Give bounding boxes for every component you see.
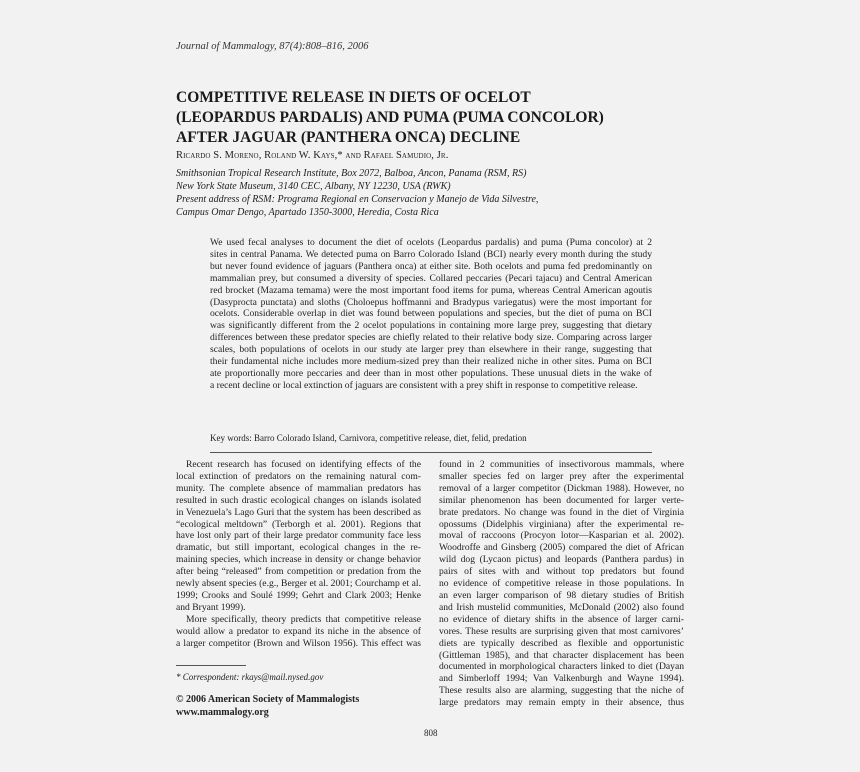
body-line: resulted in such drastic ecological changes on islands isolated [176, 494, 421, 506]
abstract-line: red brocket (Mazama temama) were the most important food items for puma, whereas Central American agoutis [210, 284, 652, 296]
abstract [210, 237, 652, 392]
article-title [176, 88, 696, 148]
body-line: have lost only part of their large predator community face less [176, 530, 421, 542]
body-line: munity. The complete absence of mammalian predators has [176, 482, 421, 494]
affiliation-line: Campus Omar Dengo, Apartado 1350-3000, Heredia, Costa Rica [176, 207, 439, 218]
abstract-line: ate proportionally more peccaries and deer than in most other populations. These unusual diets in the wake of [210, 367, 652, 379]
body-line: These results also are alarming, suggesting that the niche of [439, 685, 684, 697]
body-line: documented in morphological characters linked to diet (Dayan [439, 661, 684, 673]
abstract-line: was significantly different from the 2 ocelot populations in containing more large prey, suggesting that dietary [210, 320, 652, 332]
body-line: a larger competitor (Brown and Wilson 1956). This effect was [176, 637, 421, 649]
body-line: in Venezuela’s Lago Guri that the system has been described as [176, 506, 421, 518]
body-line: removal of a larger competitor (Dickman 1988). However, no [439, 482, 684, 494]
title-line: COMPETITIVE RELEASE IN DIETS OF OCELOT [176, 89, 531, 106]
affiliations [176, 167, 538, 219]
body-line: and Simberloff 1994; Van Valkenburgh and Wayne 1994). [439, 673, 684, 685]
title-line: AFTER JAGUAR (PANTHERA ONCA) DECLINE [176, 129, 521, 146]
body-line: found in 2 communities of insectivorous mammals, where [439, 459, 684, 470]
body-line: maining species, which increase in density or change behavior [176, 554, 421, 566]
body-line: pairs of sites with and without top predators but found [439, 566, 684, 578]
abstract-line: mammalian prey, but consumed a diversity of species. Collared peccaries (Pecari tajacu) and Central American [210, 272, 652, 284]
body-line: no evidence of competitive release in those populations. In [439, 578, 684, 590]
body-line: after being “released” from competition or predation from the [176, 566, 421, 578]
body-column-right [439, 459, 684, 709]
body-line: 1999; Crooks and Soulé 1999; Gehrt and Clark 2003; Henke [176, 589, 421, 601]
abstract-line: a recent decline or local extinction of jaguars are consistent with a prey shift in response to competitive release. [210, 379, 638, 391]
society-url: www.mammalogy.org [176, 706, 269, 718]
body-line: local extinction of predators on the remaining natural com- [176, 470, 421, 482]
body-line: (Gittleman 1985), and that character displacement has been [439, 649, 684, 661]
abstract-line: sites in central Panama. We detected puma on Barro Colorado Island (BCI) nearly every month during the study [210, 248, 652, 260]
body-line: More specifically, theory predicts that competitive release [186, 613, 421, 625]
body-line: “ecological meltdown” (Terborgh et al. 2001). Regions that [176, 518, 421, 530]
abstract-divider [210, 452, 652, 453]
abstract-line: differences between these predator species are chiefly related to their relative body size. Comparing across larger [210, 332, 652, 344]
page-number: 808 [424, 728, 438, 738]
abstract-line: but never found evidence of jaguars (Panthera onca) at either site. Both ocelots and puma fed predominantly on [210, 260, 652, 272]
journal-reference: Journal of Mammalogy, 87(4):808–816, 2006 [176, 41, 369, 52]
copyright-block [176, 694, 359, 719]
body-line: Woodroffe and Ginsberg (2005) compared the diet of African [439, 542, 684, 554]
body-line: brate predators. No change was found in the diet of Virginia [439, 506, 684, 518]
affiliation-line: Present address of RSM: Programa Regional en Conservacion y Manejo de Vida Silvestre, [176, 194, 539, 205]
body-line: vores. These results are surprising given that most carnivores’ [439, 625, 684, 637]
body-line: and Bryant 1999). [176, 601, 246, 613]
body-line: similar phenomenon has been documented for larger verte- [439, 494, 684, 506]
abstract-line: scales, both populations of ocelots in our study ate larger prey than elsewhere in their range, suggesting that [210, 344, 652, 356]
affiliation-line: Smithsonian Tropical Research Institute, Box 2072, Balboa, Ancon, Panama (RSM, RS) [176, 168, 527, 179]
body-line: large predators may remain empty in their absence, thus [439, 697, 684, 709]
abstract-line: (Dasyprocta punctata) and sloths (Choloepus hoffmanni and Bradypus variegatus) were the most important for [210, 296, 652, 308]
footnote-divider [176, 665, 246, 666]
body-line: would allow a predator to expand its niche in the absence of [176, 625, 421, 637]
abstract-line: ocelots. Considerable overlap in diet was found between populations and species, but the diet of puma on BCI [210, 308, 652, 320]
abstract-line: We used fecal analyses to document the diet of ocelots (Leopardus pardalis) and puma (Puma concolor) at 2 [210, 237, 652, 248]
body-line: opossums (Didelphis virginiana) after the experimental re- [439, 518, 684, 530]
body-line: newly absent species (e.g., Berger et al. 2001; Courchamp et al. [176, 578, 421, 590]
body-line: Recent research has focused on identifying effects of the [186, 459, 421, 470]
body-line: wild dog (Lycaon pictus) and leopards (Panthera pardus) in [439, 554, 684, 566]
abstract-line: their fundamental niche includes more medium-sized prey than their realized niche in other sites. Puma on BCI [210, 356, 652, 368]
correspondent-footnote: * Correspondent: rkays@mail.nysed.gov [176, 672, 324, 682]
body-line: an even larger comparison of 98 dietary studies of British [439, 589, 684, 601]
body-column-left [176, 459, 421, 650]
body-line: diets are typically described as flexible and opportunistic [439, 637, 684, 649]
body-line: no evidence of dietary shifts in the absence of larger carni- [439, 613, 684, 625]
copyright-line: © 2006 American Society of Mammalogists [176, 694, 360, 705]
body-line: and Irish mustelid communities, McDonald (2002) also found [439, 601, 684, 613]
body-line: dramatic, but still important, ecological changes in the re- [176, 542, 421, 554]
affiliation-line: New York State Museum, 3140 CEC, Albany, NY 12230, USA (RWK) [176, 181, 451, 192]
title-line: (LEOPARDUS PARDALIS) AND PUMA (PUMA CONCOLOR) [176, 109, 604, 126]
keywords: Key words: Barro Colorado Island, Carnivora, competitive release, diet, felid, predation [210, 433, 527, 443]
body-line: moval of raccoons (Procyon lotor—Kasparian et al. 2002). [439, 530, 684, 542]
body-line: smaller species fed on larger prey after the experimental [439, 470, 684, 482]
author-list: Ricardo S. Moreno, Roland W. Kays,* and Rafael Samudio, Jr. [176, 150, 449, 161]
